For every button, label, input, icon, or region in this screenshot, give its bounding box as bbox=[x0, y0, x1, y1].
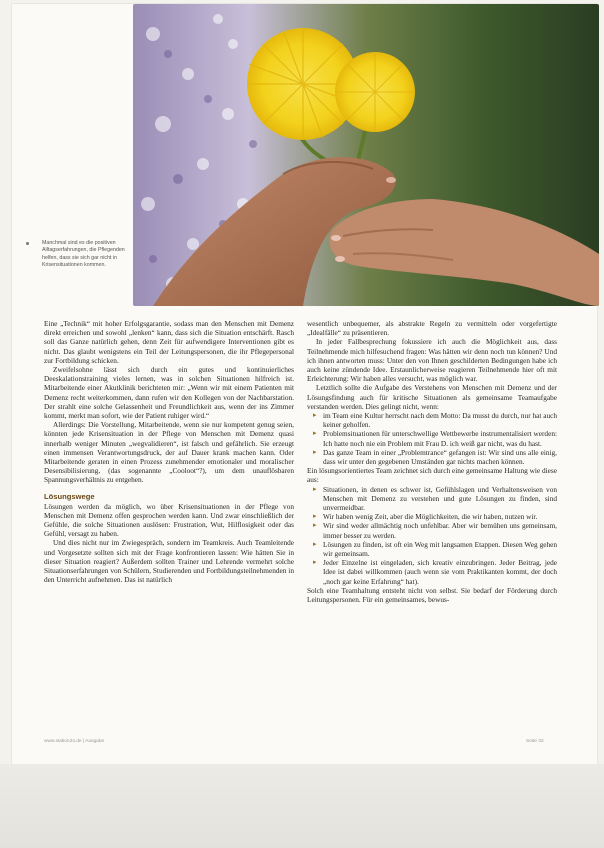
photo-caption bbox=[42, 240, 132, 269]
list-item: ▸ Situationen, in denen es schwer ist, Gefühlslagen und Verhaltensweisen von Menschen mit Demenz zu verstehen und gute Lösungen zu finden, sind unvermeidbar. bbox=[323, 485, 557, 513]
section-heading: Lösungswege bbox=[44, 491, 95, 501]
bullet-list-problems bbox=[307, 411, 557, 466]
list-item: ▸ Lösungen zu finden, ist oft ein Weg mit langsamen Etappen. Diesen Weg gehen wir gemeinsam. bbox=[323, 540, 557, 558]
paragraph: Letztlich sollte die Aufgabe des Verstehens von Menschen mit Demenz und der Lösungsfindung auch für kritische Situationen als gemeinsame Teamaufgabe verstanden werden. Dies gelingt nicht, wenn: bbox=[307, 383, 557, 411]
caption-text: Manchmal sind es die positiven Alltagserfahrungen, die Pflegenden helfen, dass sie sich gar nicht in Krisensituationen kommen. bbox=[42, 240, 125, 268]
paragraph: Eine „Technik“ mit hoher Erfolgsgarantie, sodass man den Menschen mit Demenz direkt erreichen und sowohl „lenken“ kann, dass sich die Situation entschärft. Rasch soll das Ganze natürlich gehen, denn Zeit für aufwendigere Interventionen gibt es nicht. Das glaubt wenigstens ein Teil der Leitungspersonen, die ihr Pflegepersonal zur Fortbildung schicken. bbox=[44, 319, 294, 365]
paragraph: Ein lösungsorientiertes Team zeichnet sich durch eine gemeinsame Haltung wie diese aus: bbox=[307, 466, 557, 485]
paragraph: Solch eine Teamhaltung entsteht nicht von selbst. Sie bedarf der Förderung durch Leitungspersonen. Für ein gemeinsames, bewus- bbox=[307, 585, 557, 605]
photo-hands-holding-flowers bbox=[133, 4, 599, 306]
yellow-flower-right bbox=[335, 52, 415, 132]
paragraph: Lösungen werden da möglich, wo über Krisensituationen in der Pflege von Menschen mit Demenz offen gesprochen werden kann. Und zwar einschließlich der Gefühle, die solche Situationen auslösen: Frustration, Wut, Hilflosigkeit oder das Gefühl, versagt zu haben. bbox=[44, 501, 294, 539]
paragraph: wesentlich unbequemer, als abstrakte Regeln zu vermitteln oder vorgefertigte „Idealfälle“ zu präsentieren. bbox=[307, 319, 557, 338]
list-item: ▸ im Team eine Kultur herrscht nach dem Motto: Da musst du durch, nur hat auch keiner geholfen. bbox=[323, 411, 557, 429]
text-column-left bbox=[44, 319, 294, 584]
footer-page-number: Seite 33 bbox=[526, 739, 544, 744]
list-item: ▸ Das ganze Team in einer „Problemtrance“ gefangen ist: Wir sind uns alle einig, dass wir unter den gegebenen Umständen gar nichts machen können. bbox=[323, 448, 557, 466]
list-item: ▸ Wir sind weder allmächtig noch unfehlbar. Aber wir bemühen uns gemeinsam, immer besser zu werden. bbox=[323, 521, 557, 539]
list-item: ▸ Jeder Einzelne ist eingeladen, sich kreativ einzubringen. Jeder Beitrag, jede Idee ist dabei willkommen (auch wenn sie vom Praktikanten kommt, der doch „noch gar keine Erfahrung“ hat). bbox=[323, 558, 557, 586]
list-item: ▸ Wir haben wenig Zeit, aber die Möglichkeiten, die wir haben, nutzen wir. bbox=[323, 512, 557, 521]
list-item: ▸ Problemsituationen für unterschwellige Wettbewerbe instrumentalisiert werden: Ich hatte noch nie ein Problem mit Frau D. ich weiß gar nicht, was du hast. bbox=[323, 429, 557, 447]
bullet-list-attitudes bbox=[307, 485, 557, 586]
paragraph: In jeder Fallbesprechung fokussiere ich auch die Möglichkeit aus, dass Teilnehmende mich hilfesuchend fragen: Was hätten wir denn noch tun können? Und ich ihnen antworten muss: Unter den von Ihnen geschilderten Bedingungen habe ich auch keine zündende Idee. Erstaunlicherweise reagieren Teilnehmende hier oft mit Erleichterung: Wir haben alles versucht, was möglich war. bbox=[307, 337, 557, 384]
caption-bullet-icon bbox=[26, 242, 29, 245]
hands-flowers-image bbox=[133, 4, 599, 306]
paragraph: Zweifelsohne lässt sich durch ein gutes und kontinuierliches Deeskalationstraining vieles lernen, was in solchen Situationen hilfreich ist. Mitarbeitende einer Akutklinik berichteten mir: „Wenn wir mit einem Patienten mit Demenz recht weiterkommen, dann rufen wir den Kollegen von der Nachbarstation. Der strahlt eine solche Gelassenheit und Freundlichkeit aus, wenn der ins Zimmer kommt, merkt man sofort, wie der Patient ruhiger wird.“ bbox=[44, 365, 294, 421]
paragraph: Und dies nicht nur im Zwiegespräch, sondern im Teamkreis. Auch Teamleitende und Vorgesetzte sollten sich mit der Frage konfrontieren lassen: Wie hätten Sie in dieser Situation reagiert? Außerdem sollten Trainer und Lehrende vermehrt solche Situationserfahrungen von Schülern, Studierenden und Fortbildungsteilnehmenden in den Unterricht aufnehmen. Das ist natürlich bbox=[44, 538, 294, 585]
scan-background bbox=[0, 764, 604, 848]
footer-website: www.station24.de | Ausgabe bbox=[44, 739, 105, 744]
text-column-right bbox=[307, 319, 557, 604]
paragraph: Allerdings: Die Vorstellung, Mitarbeitende, wenn sie nur kompetent genug seien, könnten jede Krisensituation in der Pflege von Menschen mit Demenz quasi innerhalb weniger Minuten „wegvalidieren“, ist falsch und gefährlich. Sie erzeugt einen immensen Verantwortungsdruck, der auf Dauer krank machen kann. Oder Mitarbeitende geraten in einen Prozess zunehmender emotionaler und moralischer Desensibilisierung, (das sogenannte „Cooloot“?), um dem unauflösbaren Spannungsverhältnis zu entgehen. bbox=[44, 420, 294, 485]
